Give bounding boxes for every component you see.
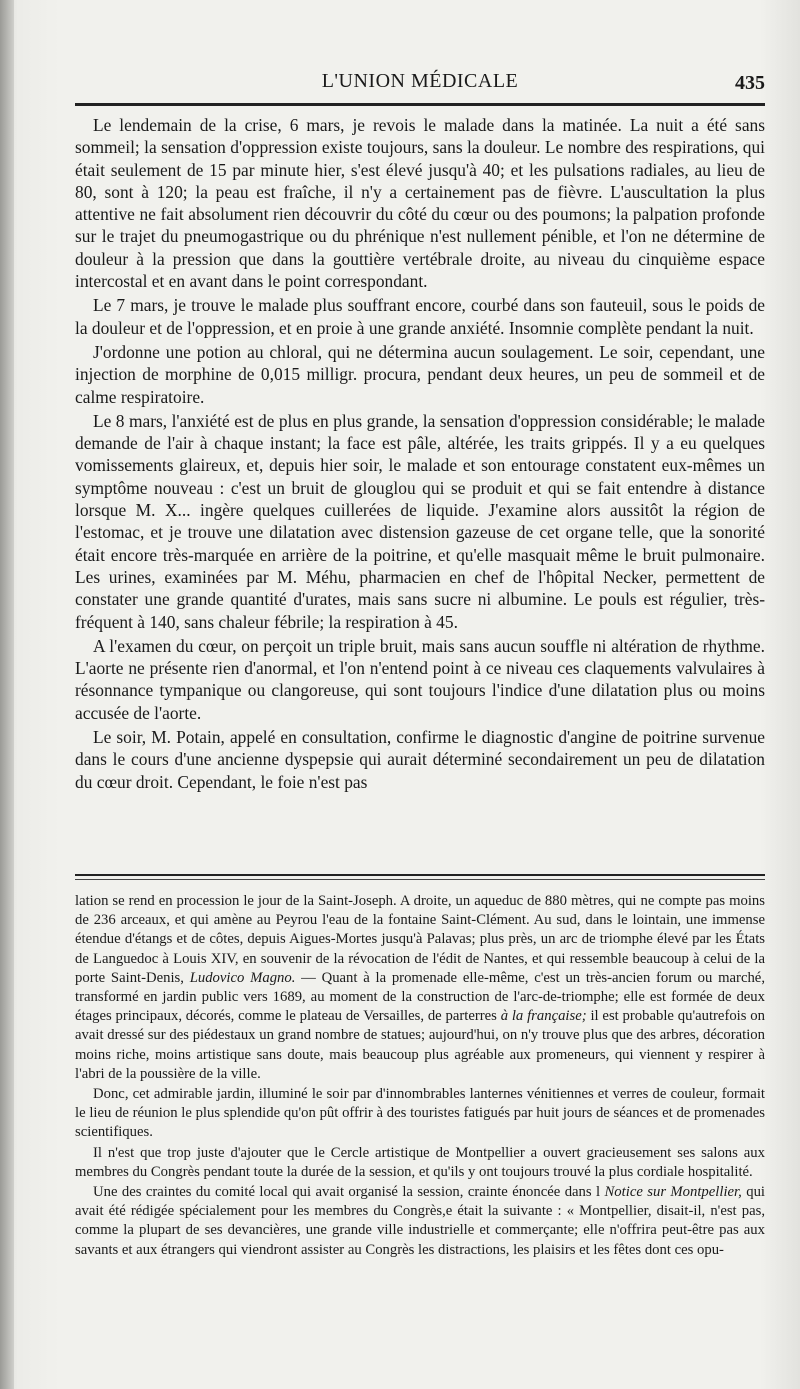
footnote-paragraph (75, 892, 765, 1084)
main-paragraph: J'ordonne une potion au chloral, qui ne détermina aucun soulagement. Le soir, cependant, une injection de morphine de 0,015 milligr. procura, pendant deux heures, un peu de sommeil et de calme respiratoire. (75, 341, 765, 407)
main-text (75, 114, 765, 795)
footnote-text-run: qui avait été rédigée spécialement pour les membres du Congrès,e était la suivante : « Montpellier, disait-il, n'est pas, comme la plupart de ses devancières, une grande ville industrielle et commerçante; elle n'offrira peut-être pas aux savants et aux étrangers qui viendront assister au Congrès les distractions, les plaisirs et les fêtes dont ces opu- (75, 1184, 765, 1258)
running-title: L'UNION MÉDICALE (321, 70, 519, 92)
footnote-italic-run: Notice sur Montpellier, (604, 1184, 742, 1201)
header-rule (75, 103, 765, 106)
footnote-text-run: lation se rend en procession le jour de la Saint-Joseph. A droite, un aqueduc de 880 mètres, qui ne compte pas moins de 236 arceaux, et qui amène au Peyrou l'eau de la fontaine Saint-Clément. Au sud, dans le lointain, une immense étendue d'étangs et de côtes, depuis Aigues-Mortes jusqu'à Palavas; plus près, un arc de triomphe élevé par les États de Languedoc à Louis XIV, en souvenir de la révocation de l'édit de Nantes, et qui ressemble beaucoup à celui de la porte Saint-Denis, (75, 893, 765, 986)
main-paragraph: Le 8 mars, l'anxiété est de plus en plus grande, la sensation d'oppression considérable; le malade demande de l'air à chaque instant; la face est pâle, altérée, les traits grippés. Il y a eu quelques vomissements glaireux, et, depuis hier soir, le malade et son entourage constatent eux-mêmes un symptôme nouveau : c'est un bruit de glouglou qui se produit et qui se fait entendre à distance lorsque M. X... ingère quelques cuillerées de liquide. J'examine alors aussitôt la région de l'estomac, et je trouve une dilatation avec distension gazeuse de cet organe telle, que la sonorité était encore très-marquée en arrière de la poitrine, et qu'elle masquait même le bruit pulmonaire. Les urines, examinées par M. Méhu, pharmacien en chef de l'hôpital Necker, permettent de constater une grande quantité d'urates, mais sans sucre ni albumine. Le pouls est régulier, très-fréquent à 140, sans chaleur fébrile; la respiration à 45. (75, 410, 765, 632)
footnote-paragraph: Donc, cet admirable jardin, illuminé le soir par d'innombrables lanternes vénitiennes et verres de couleur, formait le lieu de réunion le plus splendide qu'on pût offrir à des touristes fatigués par huit jours de séances et de promenades scientifiques. (75, 1086, 765, 1141)
main-paragraph: A l'examen du cœur, on perçoit un triple bruit, mais sans aucun souffle ni altération de rhythme. L'aorte ne présente rien d'anormal, et l'on n'entend point à ce niveau ces claquements valvulaires à résonnance tympanique ou clangoreuse, qui sont toujours l'indice d'une dilatation plus ou moins accusée de l'aorte. (75, 635, 765, 723)
footnote-text-run: il est probable qu'autrefois on avait dressé sur des piédestaux un grand nombre de statues; aujourd'hui, on n'y trouve plus que des arbres, décoration moins riche, moins artistique sans doute, mais beaucoup plus agréable aux promeneurs, qui viennent y respirer à l'abri de la poussière de la ville. (75, 1008, 765, 1082)
book-binding-edge (0, 0, 14, 1389)
footnote-paragraph (75, 1183, 765, 1260)
main-paragraph: Le lendemain de la crise, 6 mars, je revois le malade dans la matinée. La nuit a été sans sommeil; la sensation d'oppression existe toujours, sans la douleur. Le nombre des respirations, qui était seulement de 15 par minute hier, s'est élevé jusqu'à 40; et les pulsations radiales, au lieu de 80, sont à 120; la peau est fraîche, il n'y a certainement pas de fièvre. L'auscultation la plus attentive ne fait absolument rien découvrir du côté du cœur ou des poumons; la palpation profonde sur le trajet du pneumogastrique ou du phrénique n'est nullement pénible, et l'on ne détermine de douleur à la pression que dans la gouttière vertébrale droite, au niveau du cinquième espace intercostal et en avant dans le point correspondant. (75, 115, 765, 292)
page-number: 435 (735, 72, 765, 94)
footnote-separator-rule (75, 874, 765, 880)
footnote-paragraph: Il n'est que trop juste d'ajouter que le Cercle artistique de Montpellier a ouvert gracieusement ses salons aux membres du Congrès pendant toute la durée de la session, et qu'ils y ont toujours trouvé la plus cordiale hospitalité. (75, 1144, 765, 1180)
footnote-italic-run: à la française; (500, 1008, 587, 1025)
footnote-text-run: Une des craintes du comité local qui avait organisé la session, crainte énoncée dans l (93, 1184, 601, 1201)
footnote-italic-run: Ludovico Magno. (189, 969, 296, 986)
main-paragraph: Le soir, M. Potain, appelé en consultation, confirme le diagnostic d'angine de poitrine survenue dans le cours d'une ancienne dyspepsie qui aurait déterminé secondairement un peu de dilatation du cœur droit. Cependant, le foie n'est pas (75, 727, 765, 792)
page-header (75, 66, 765, 100)
footnote-text (75, 892, 765, 1260)
main-paragraph: Le 7 mars, je trouve le malade plus souffrant encore, courbé dans son fauteuil, sous le poids de la douleur et de l'oppression, et en proie à une grande anxiété. Insomnie complète pendant la nuit. (75, 295, 765, 338)
footnote-text-run: — Quant à la promenade elle-même, c'est un très-ancien forum ou marché, transformé en jardin public vers 1689, au moment de la construction de l'arc-de-triomphe; elle est formée de deux étages principaux, décorés, comme le plateau de Versailles, de parterres (75, 969, 766, 1025)
